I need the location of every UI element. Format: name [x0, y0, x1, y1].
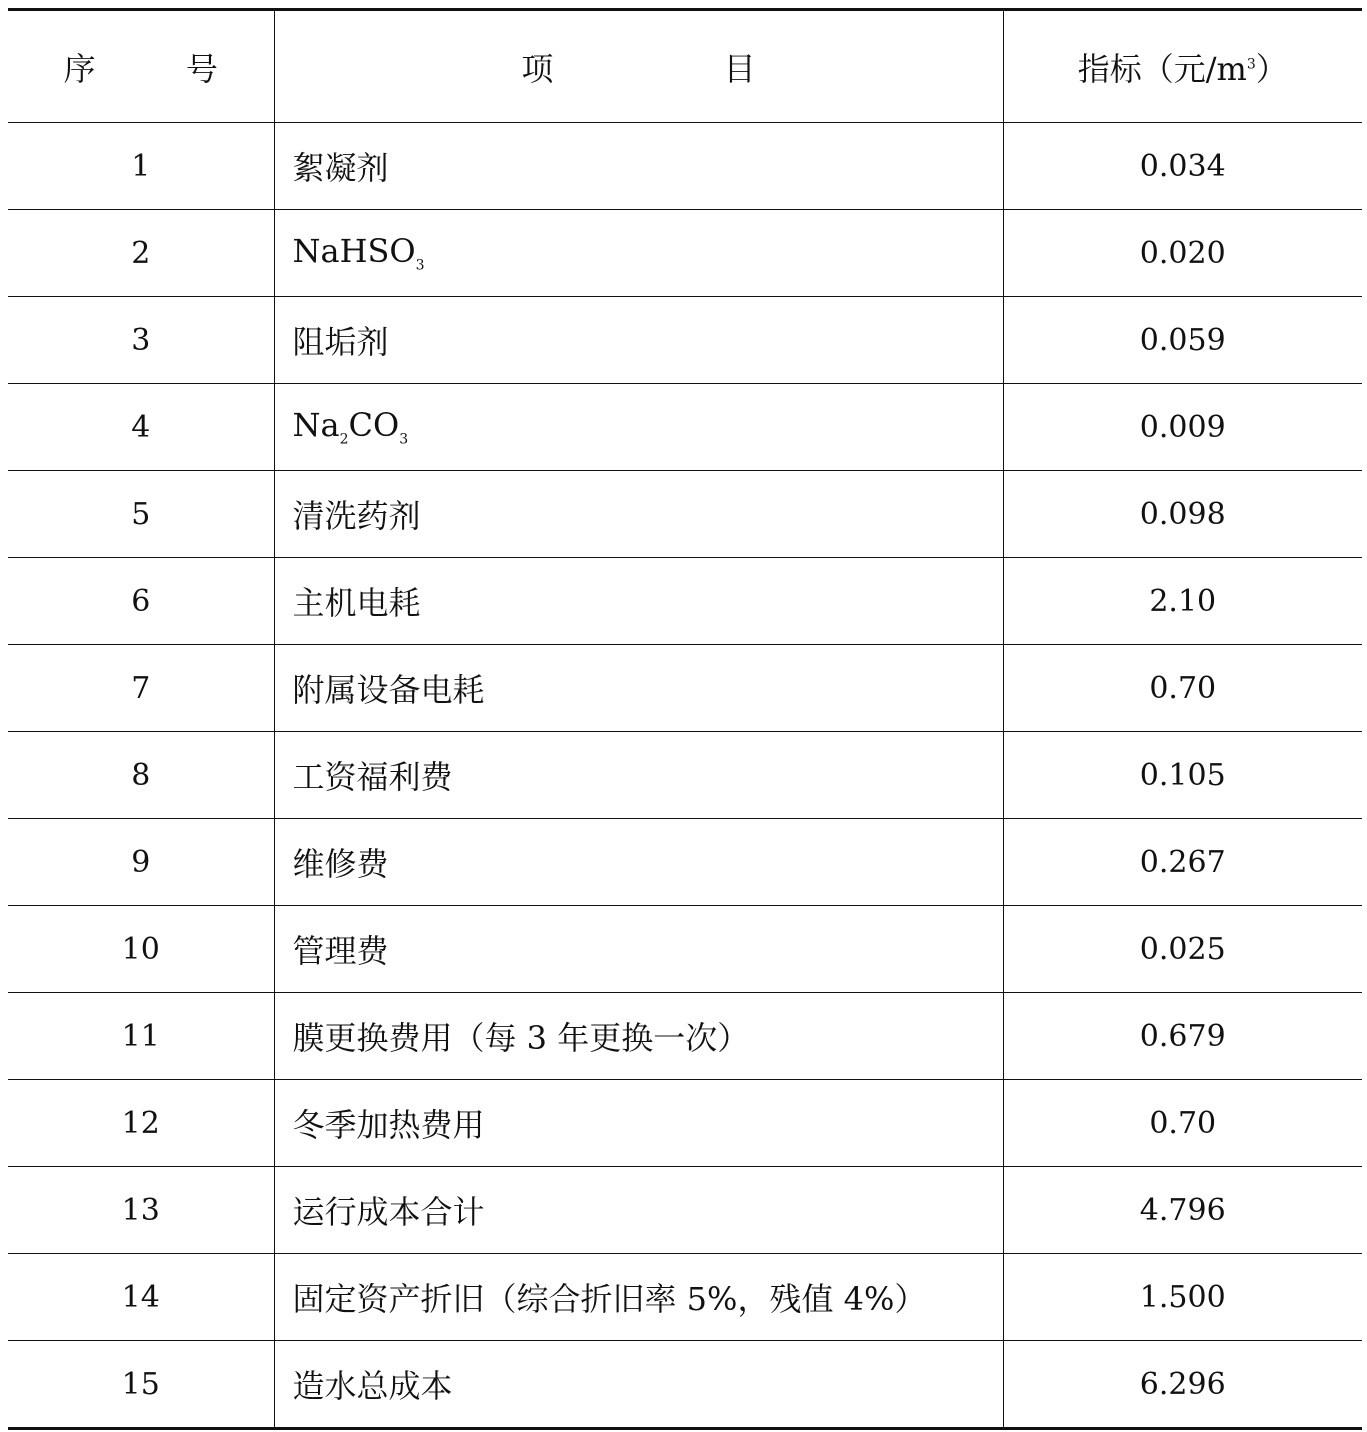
row-value: 0.098: [1003, 471, 1362, 558]
row-no: 2: [8, 210, 274, 297]
row-item: [274, 210, 1003, 297]
formula-part: CO: [348, 406, 400, 445]
row-item: 冬季加热费用: [274, 1080, 1003, 1167]
header-value: [1003, 10, 1362, 123]
header-value-sup: 3: [1246, 55, 1256, 72]
row-item: 絮凝剂: [274, 123, 1003, 210]
row-item: 维修费: [274, 819, 1003, 906]
row-item: 膜更换费用（每 3 年更换一次）: [274, 993, 1003, 1080]
formula-part: Na: [292, 406, 340, 445]
row-value: 0.059: [1003, 297, 1362, 384]
table-header-row: [8, 10, 1362, 123]
header-value-suffix: ）: [1255, 49, 1288, 88]
formula-subscript: 3: [415, 257, 425, 274]
row-value: 6.296: [1003, 1341, 1362, 1429]
row-no: 7: [8, 645, 274, 732]
row-item: [274, 384, 1003, 471]
row-value: 0.267: [1003, 819, 1362, 906]
row-no: 11: [8, 993, 274, 1080]
table-row: [8, 993, 1362, 1080]
row-value: 0.70: [1003, 1080, 1362, 1167]
row-no: 1: [8, 123, 274, 210]
row-item: 工资福利费: [274, 732, 1003, 819]
table-row: [8, 123, 1362, 210]
formula-subscript: 2: [339, 431, 349, 448]
table-row: [8, 471, 1362, 558]
formula-part: NaHSO: [292, 232, 416, 271]
row-no: 4: [8, 384, 274, 471]
table-row: [8, 210, 1362, 297]
row-value: 2.10: [1003, 558, 1362, 645]
table-row: [8, 558, 1362, 645]
row-value: 0.70: [1003, 645, 1362, 732]
row-no: 12: [8, 1080, 274, 1167]
table-row: [8, 1254, 1362, 1341]
row-value: 0.679: [1003, 993, 1362, 1080]
row-item: 清洗药剂: [274, 471, 1003, 558]
table-row: [8, 819, 1362, 906]
row-value: 0.034: [1003, 123, 1362, 210]
header-value-prefix: 指标（元/m: [1077, 49, 1247, 88]
table-row: [8, 1341, 1362, 1429]
row-no: 9: [8, 819, 274, 906]
row-item: 固定资产折旧（综合折旧率 5%，残值 4%）: [274, 1254, 1003, 1341]
row-item: 造水总成本: [274, 1341, 1003, 1429]
row-item: 管理费: [274, 906, 1003, 993]
row-no: 3: [8, 297, 274, 384]
row-item: 阻垢剂: [274, 297, 1003, 384]
table-row: [8, 645, 1362, 732]
row-no: 13: [8, 1167, 274, 1254]
row-value: 1.500: [1003, 1254, 1362, 1341]
table-row: [8, 1080, 1362, 1167]
cost-table-container: [8, 8, 1362, 1430]
row-value: 4.796: [1003, 1167, 1362, 1254]
row-no: 5: [8, 471, 274, 558]
row-value: 0.009: [1003, 384, 1362, 471]
row-no: 14: [8, 1254, 274, 1341]
table-row: [8, 1167, 1362, 1254]
cost-table: [8, 8, 1362, 1430]
row-no: 15: [121, 1366, 160, 1402]
row-value: 0.020: [1003, 210, 1362, 297]
formula-subscript: 3: [399, 431, 409, 448]
row-no: 10: [8, 906, 274, 993]
table-row: [8, 732, 1362, 819]
row-item: 运行成本合计: [274, 1167, 1003, 1254]
table-row: [8, 906, 1362, 993]
row-item: 附属设备电耗: [274, 645, 1003, 732]
row-no: 6: [8, 558, 274, 645]
header-item: 项 目: [274, 10, 1003, 123]
table-row: [8, 384, 1362, 471]
header-no: 序 号: [8, 10, 274, 123]
row-value: 0.025: [1003, 906, 1362, 993]
row-no: 8: [8, 732, 274, 819]
row-item: 主机电耗: [274, 558, 1003, 645]
row-value: 0.105: [1003, 732, 1362, 819]
table-row: [8, 297, 1362, 384]
